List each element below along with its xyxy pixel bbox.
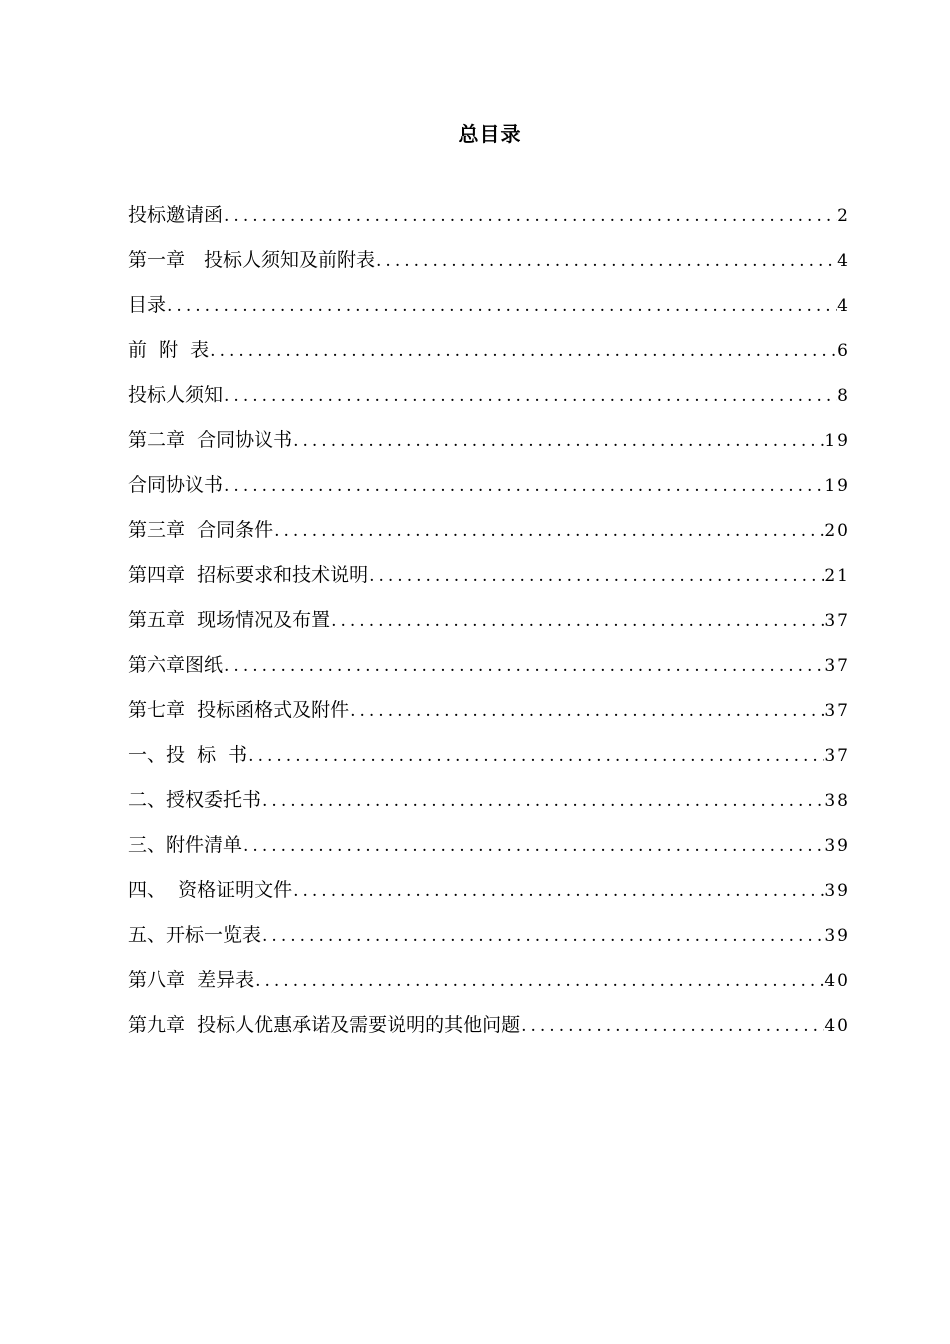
toc-leader-dots <box>254 968 824 994</box>
toc-leader-dots <box>330 608 824 634</box>
toc-entry-label: 第二章 合同协议书 <box>128 429 293 451</box>
toc-leader-dots <box>520 1013 824 1039</box>
toc-entry-page: 39 <box>824 881 850 901</box>
toc-entry[interactable] <box>128 184 850 229</box>
toc-entry-page: 40 <box>824 971 850 991</box>
toc-leader-dots <box>223 383 837 409</box>
toc-entry-page: 38 <box>824 791 850 811</box>
toc-leader-dots <box>166 293 837 319</box>
page-title: 总目录 <box>458 122 522 146</box>
toc-entry-label: 第八章 差异表 <box>128 969 255 991</box>
toc-entry[interactable] <box>128 634 850 679</box>
toc-leader-dots <box>247 743 824 769</box>
toc-leader-dots <box>223 653 824 679</box>
toc-entry[interactable] <box>128 319 850 364</box>
toc-entry[interactable] <box>128 364 850 409</box>
toc-entry-page: 37 <box>824 746 850 766</box>
toc-entry-page: 8 <box>837 386 850 406</box>
toc-entry-label: 投标邀请函 <box>128 204 224 226</box>
toc-entry-page: 39 <box>824 836 850 856</box>
toc-entry-label: 目录 <box>128 294 167 316</box>
toc-entry-page: 19 <box>824 431 850 451</box>
toc-entry-page: 37 <box>824 701 850 721</box>
toc-entry[interactable] <box>128 679 850 724</box>
toc-entry[interactable] <box>128 274 850 319</box>
toc-entry[interactable] <box>128 859 850 904</box>
toc-entry-label: 二、授权委托书 <box>128 789 262 811</box>
toc-leader-dots <box>261 923 824 949</box>
toc-entry-label: 四、 资格证明文件 <box>128 879 293 901</box>
toc-entry-label: 第七章 投标函格式及附件 <box>128 699 350 721</box>
toc-entry[interactable] <box>128 544 850 589</box>
toc-entry-label: 第九章 投标人优惠承诺及需要说明的其他问题 <box>128 1014 521 1036</box>
toc-entry[interactable] <box>128 949 850 994</box>
toc-leader-dots <box>273 518 824 544</box>
toc-entry[interactable] <box>128 229 850 274</box>
toc-entry-label: 合同协议书 <box>128 474 224 496</box>
toc-leader-dots <box>261 788 824 814</box>
toc-leader-dots <box>242 833 824 859</box>
toc-entry-label: 第三章 合同条件 <box>128 519 274 541</box>
toc-entry-page: 37 <box>824 611 850 631</box>
toc-leader-dots <box>375 248 837 274</box>
toc-leader-dots <box>292 878 824 904</box>
toc-entry-page: 37 <box>824 656 850 676</box>
toc-entry-page: 6 <box>837 341 850 361</box>
toc-entry-page: 4 <box>837 251 850 271</box>
toc-leader-dots <box>223 203 837 229</box>
toc-entry[interactable] <box>128 769 850 814</box>
toc-entry[interactable] <box>128 814 850 859</box>
toc-entry[interactable] <box>128 904 850 949</box>
table-of-contents <box>128 184 850 1039</box>
toc-entry[interactable] <box>128 454 850 499</box>
toc-entry-page: 40 <box>824 1016 850 1036</box>
toc-entry-label: 一、投 标 书 <box>128 744 248 766</box>
toc-entry[interactable] <box>128 589 850 634</box>
toc-leader-dots <box>349 698 824 724</box>
toc-entry-page: 20 <box>824 521 850 541</box>
toc-entry-page: 4 <box>837 296 850 316</box>
toc-leader-dots <box>209 338 837 364</box>
toc-entry-label: 第四章 招标要求和技术说明 <box>128 564 369 586</box>
toc-leader-dots <box>368 563 824 589</box>
toc-entry[interactable] <box>128 499 850 544</box>
toc-entry-page: 39 <box>824 926 850 946</box>
toc-entry-label: 第五章 现场情况及布置 <box>128 609 331 631</box>
toc-entry[interactable] <box>128 994 850 1039</box>
toc-leader-dots <box>223 473 824 499</box>
toc-entry-label: 投标人须知 <box>128 384 224 406</box>
toc-entry-page: 2 <box>837 206 850 226</box>
toc-leader-dots <box>292 428 824 454</box>
toc-entry[interactable] <box>128 724 850 769</box>
toc-entry-page: 21 <box>824 566 850 586</box>
toc-entry[interactable] <box>128 409 850 454</box>
toc-entry-label: 前 附 表 <box>128 339 210 361</box>
toc-entry-label: 第一章 投标人须知及前附表 <box>128 249 376 271</box>
toc-entry-page: 19 <box>824 476 850 496</box>
toc-entry-label: 三、附件清单 <box>128 834 243 856</box>
toc-entry-label: 五、开标一览表 <box>128 924 262 946</box>
toc-entry-label: 第六章图纸 <box>128 654 224 676</box>
